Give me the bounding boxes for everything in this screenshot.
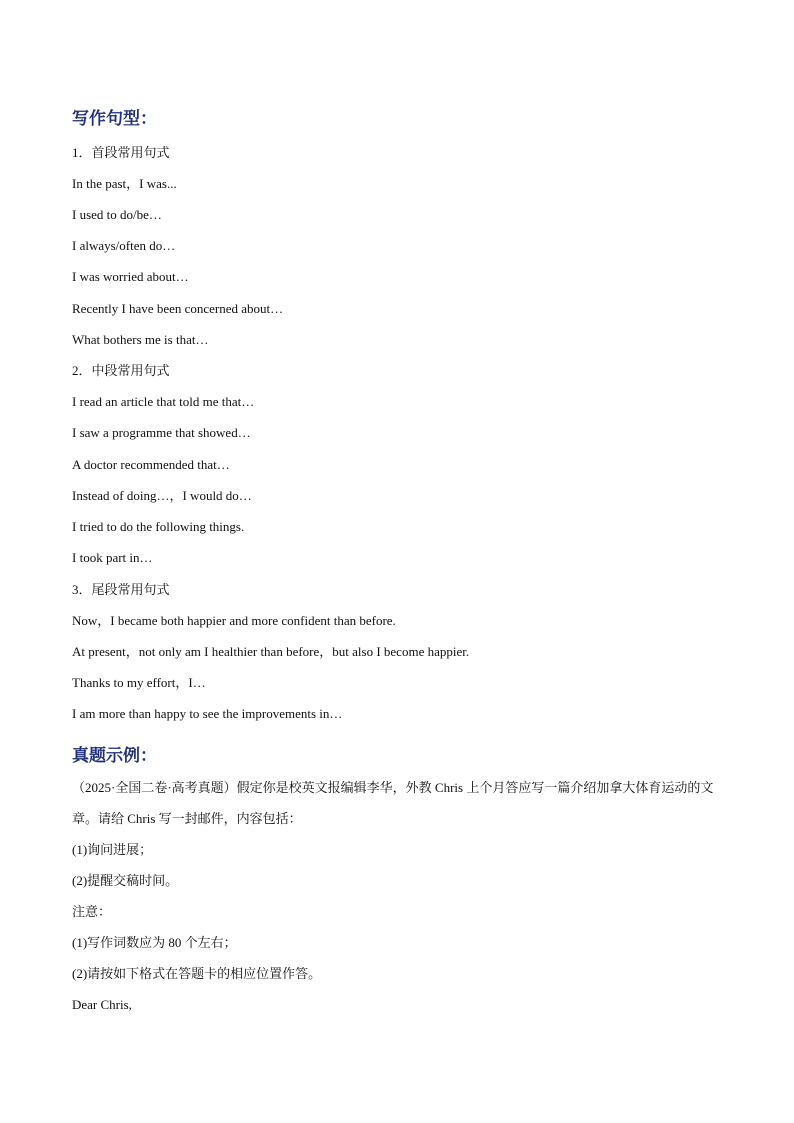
middle-sentence: I took part in…	[72, 550, 153, 565]
middle-sentence: I tried to do the following things.	[72, 519, 245, 534]
closing-sentence: At present，not only am I healthier than before，but also I become happier.	[72, 644, 470, 659]
middle-sentence: Instead of doing…，I would do…	[72, 488, 252, 503]
exam-prompt-paragraph: （2025·全国二卷·高考真题）假定你是校英文报编辑李华，外教 Chris 上个月答应写一篇介绍加拿大体育运动的文章。请给 Chris 写一封邮件，内容包括：	[72, 780, 714, 826]
exam-note: (2)请按如下格式在答题卡的相应位置作答。	[72, 966, 322, 981]
opening-sentence: In the past，I was...	[72, 176, 177, 191]
closing-sentence: I am more than happy to see the improvements in…	[72, 706, 343, 721]
opening-sentence: I always/often do…	[72, 238, 176, 253]
opening-sentence: I was worried about…	[72, 269, 189, 284]
exam-note: (1)写作词数应为 80 个左右；	[72, 935, 237, 950]
middle-sentence: I read an article that told me that…	[72, 394, 255, 409]
closing-patterns-title: 3．尾段常用句式	[72, 582, 170, 597]
closing-sentence: Now，I became both happier and more confident than before.	[72, 613, 396, 628]
closing-sentence: Thanks to my effort，I…	[72, 675, 206, 690]
notes-label: 注意：	[72, 904, 112, 919]
middle-sentence: A doctor recommended that…	[72, 457, 230, 472]
section-heading-writing-patterns: 写作句型：	[72, 109, 157, 129]
exam-point: (1)询问进展；	[72, 842, 153, 857]
opening-sentence: Recently I have been concerned about…	[72, 301, 284, 316]
section-heading-real-exam-example: 真题示例：	[72, 746, 157, 766]
middle-sentence: I saw a programme that showed…	[72, 425, 251, 440]
opening-sentence: What bothers me is that…	[72, 332, 209, 347]
opening-patterns-title: 1．首段常用句式	[72, 145, 170, 160]
opening-sentence: I used to do/be…	[72, 207, 162, 222]
middle-patterns-title: 2．中段常用句式	[72, 363, 170, 378]
exam-point: (2)提醒交稿时间。	[72, 873, 179, 888]
letter-salutation: Dear Chris,	[72, 997, 132, 1012]
